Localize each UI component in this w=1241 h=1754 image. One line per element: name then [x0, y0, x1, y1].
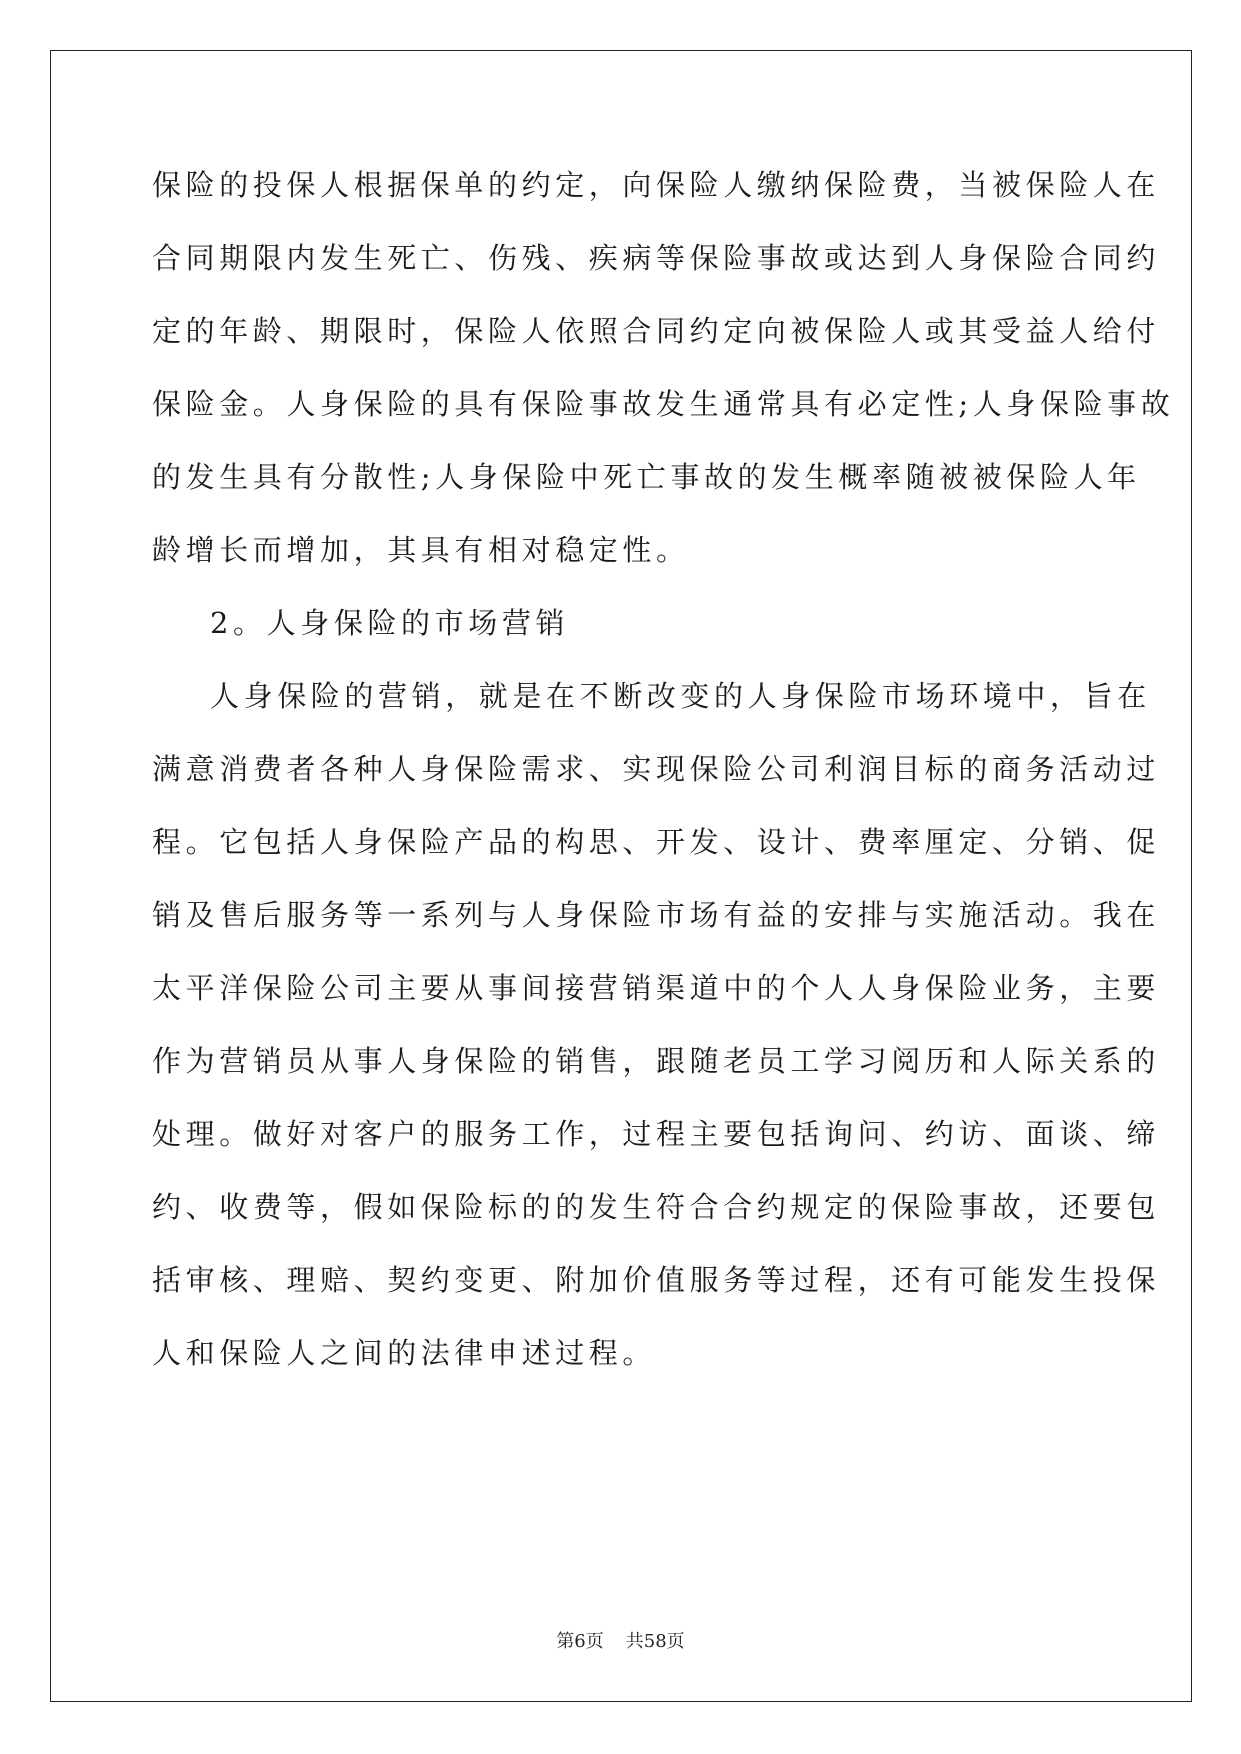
text-line: 销及售后服务等一系列与人身保险市场有益的安排与实施活动。我在	[152, 898, 1161, 932]
text-line: 太平洋保险公司主要从事间接营销渠道中的个人人身保险业务，主要	[152, 971, 1161, 1005]
text-line: 满意消费者各种人身保险需求、实现保险公司利润目标的商务活动过	[152, 752, 1161, 786]
text-line: 人身保险的营销，就是在不断改变的人身保险市场环境中，旨在	[210, 679, 1151, 713]
text-line: 约、收费等，假如保险标的的发生符合合约规定的保险事故，还要包	[152, 1190, 1161, 1224]
text-line: 保险金。人身保险的具有保险事故发生通常具有必定性;人身保险事故	[152, 387, 1175, 421]
text-line: 处理。做好对客户的服务工作，过程主要包括询问、约访、面谈、缔	[152, 1117, 1161, 1151]
text-line: 人和保险人之间的法律申述过程。	[152, 1336, 657, 1370]
text-line: 定的年龄、期限时，保险人依照合同约定向被保险人或其受益人给付	[152, 314, 1161, 348]
page-number-current: 第6页	[556, 1631, 604, 1652]
text-line: 龄增长而增加，其具有相对稳定性。	[152, 533, 690, 567]
text-line: 程。它包括人身保险产品的构思、开发、设计、费率厘定、分销、促	[152, 825, 1161, 859]
page-footer	[0, 1630, 1241, 1654]
text-line: 合同期限内发生死亡、伤残、疾病等保险事故或达到人身保险合同约	[152, 241, 1161, 275]
text-line: 作为营销员从事人身保险的销售，跟随老员工学习阅历和人际关系的	[152, 1044, 1161, 1078]
text-line: 保险的投保人根据保单的约定，向保险人缴纳保险费，当被保险人在	[152, 168, 1161, 202]
text-line: 括审核、理赔、契约变更、附加价值服务等过程，还有可能发生投保	[152, 1263, 1161, 1297]
page-border	[50, 50, 1192, 1702]
section-heading: 2。人身保险的市场营销	[210, 606, 570, 640]
page-number-total: 共58页	[625, 1631, 685, 1652]
text-line: 的发生具有分散性;人身保险中死亡事故的发生概率随被被保险人年	[152, 460, 1141, 494]
